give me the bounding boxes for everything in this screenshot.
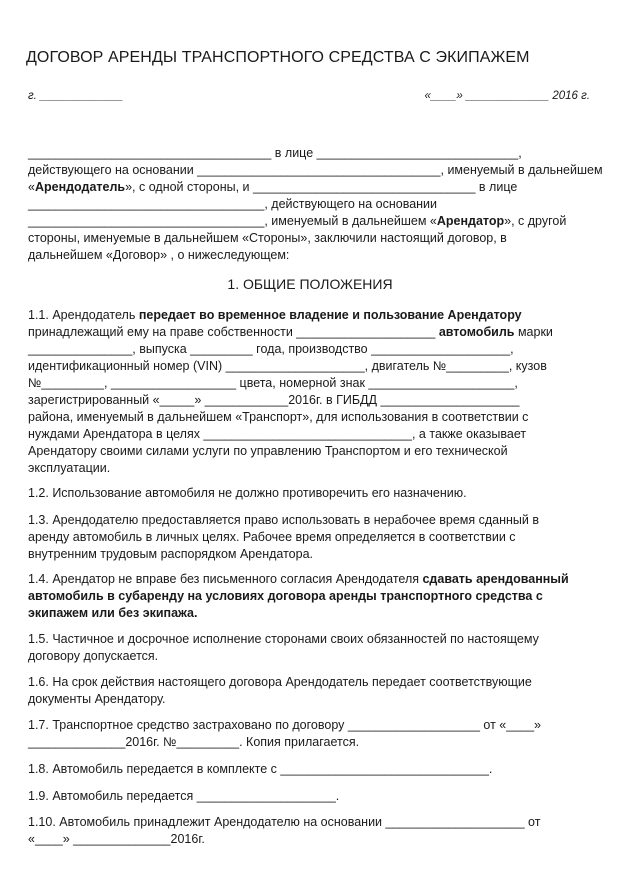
preamble bbox=[28, 145, 603, 264]
text-line: 1.1. Арендодатель передает во временное владение и пользование Арендатору bbox=[28, 308, 522, 322]
clause-1-2 bbox=[28, 485, 596, 502]
text-line: автомобиль в субаренду на условиях договора аренды транспортного средства с bbox=[28, 589, 543, 603]
text-line: 1.9. Автомобиль передается ____________________. bbox=[28, 789, 340, 803]
text-line: 1.6. На срок действия настоящего договора Арендодатель передает соответствующие bbox=[28, 675, 532, 689]
text-line: экипажем или без экипажа. bbox=[28, 606, 198, 620]
section-title: 1. ОБЩИЕ ПОЛОЖЕНИЯ bbox=[227, 276, 393, 292]
text-line: 1.8. Автомобиль передается в комплекте с ______________________________. bbox=[28, 762, 493, 776]
text-line: договору допускается. bbox=[28, 649, 159, 663]
clause-1-9 bbox=[28, 788, 596, 805]
clause-1-8 bbox=[28, 761, 596, 778]
text-line: ___________________________________ в лице _____________________________, bbox=[28, 146, 522, 160]
text-line: «Арендодатель», с одной стороны, и ________________________________ в лице bbox=[28, 180, 518, 194]
text-line: эксплуатации. bbox=[28, 461, 111, 475]
text-line: нуждами Арендатора в целях ______________________________, а также оказывает bbox=[28, 427, 527, 441]
text-line: 1.2. Использование автомобиля не должно противоречить его назначению. bbox=[28, 486, 467, 500]
clause-1-10 bbox=[28, 814, 596, 848]
city-line: г. _____________ bbox=[28, 90, 124, 102]
party-lessee: Арендатор bbox=[436, 214, 505, 228]
text-line: зарегистрированный «_____» ____________2016г. в ГИБДД ____________________ bbox=[28, 393, 520, 407]
clause-1-3 bbox=[28, 512, 596, 563]
text-line: 1.7. Транспортное средство застраховано по договору ___________________ от «____» bbox=[28, 718, 542, 732]
text-line: внутренним трудовым распорядком Арендатора. bbox=[28, 547, 313, 561]
clause-1-5 bbox=[28, 631, 596, 665]
clause-1-1 bbox=[28, 307, 596, 477]
text-line: №_________, __________________ цвета, номерной знак _____________________, bbox=[28, 376, 518, 390]
party-lessor: Арендодатель bbox=[34, 180, 126, 194]
text-line: документы Арендатору. bbox=[28, 692, 166, 706]
date-line: «____» _____________ 2016 г. bbox=[424, 90, 590, 102]
text-line: 1.5. Частичное и досрочное исполнение сторонами своих обязанностей по настоящему bbox=[28, 632, 539, 646]
text-line: района, именуемый в дальнейшем «Транспорт», для использования в соответствии с bbox=[28, 410, 529, 424]
text-line: Арендатору своими силами услуги по управлению Транспортом и его технической bbox=[28, 444, 508, 458]
text-line: __________________________________, именуемый в дальнейшем «Арендатор», с другой bbox=[28, 214, 567, 228]
text-line: дальнейшем «Договор» , о нижеследующем: bbox=[28, 248, 290, 262]
document-title: ДОГОВОР АРЕНДЫ ТРАНСПОРТНОГО СРЕДСТВА С ЭКИПАЖЕМ bbox=[26, 49, 530, 66]
clause-1-4 bbox=[28, 571, 596, 622]
text-line: 1.3. Арендодателю предоставляется право использовать в нерабочее время сданный в bbox=[28, 513, 540, 527]
text-line: 1.4. Арендатор не вправе без письменного согласия Арендодателя сдавать арендованный bbox=[28, 572, 569, 586]
text-line: _______________, выпуска _________ года, производство ____________________, bbox=[28, 342, 514, 356]
text-line: ______________2016г. №_________. Копия прилагается. bbox=[28, 735, 360, 749]
text-line: __________________________________, действующего на основании bbox=[28, 197, 438, 211]
text-line: идентификационный номер (VIN) ____________________, двигатель №_________, кузов bbox=[28, 359, 547, 373]
text-line: аренду автомобиль в личных целях. Рабочее время определяется в соответствии с bbox=[28, 530, 516, 544]
clause-1-7 bbox=[28, 717, 596, 751]
clause-1-6 bbox=[28, 674, 596, 708]
text-line: принадлежащий ему на праве собственности ____________________ автомобиль марки bbox=[28, 325, 553, 339]
text-line: действующего на основании ___________________________________, именуемый в дальнейшем bbox=[28, 163, 603, 177]
text-line: 1.10. Автомобиль принадлежит Арендодателю на основании ____________________ от bbox=[28, 815, 541, 829]
text-line: «____» ______________2016г. bbox=[28, 832, 205, 846]
text-line: стороны, именуемые в дальнейшем «Стороны», заключили настоящий договор, в bbox=[28, 231, 507, 245]
